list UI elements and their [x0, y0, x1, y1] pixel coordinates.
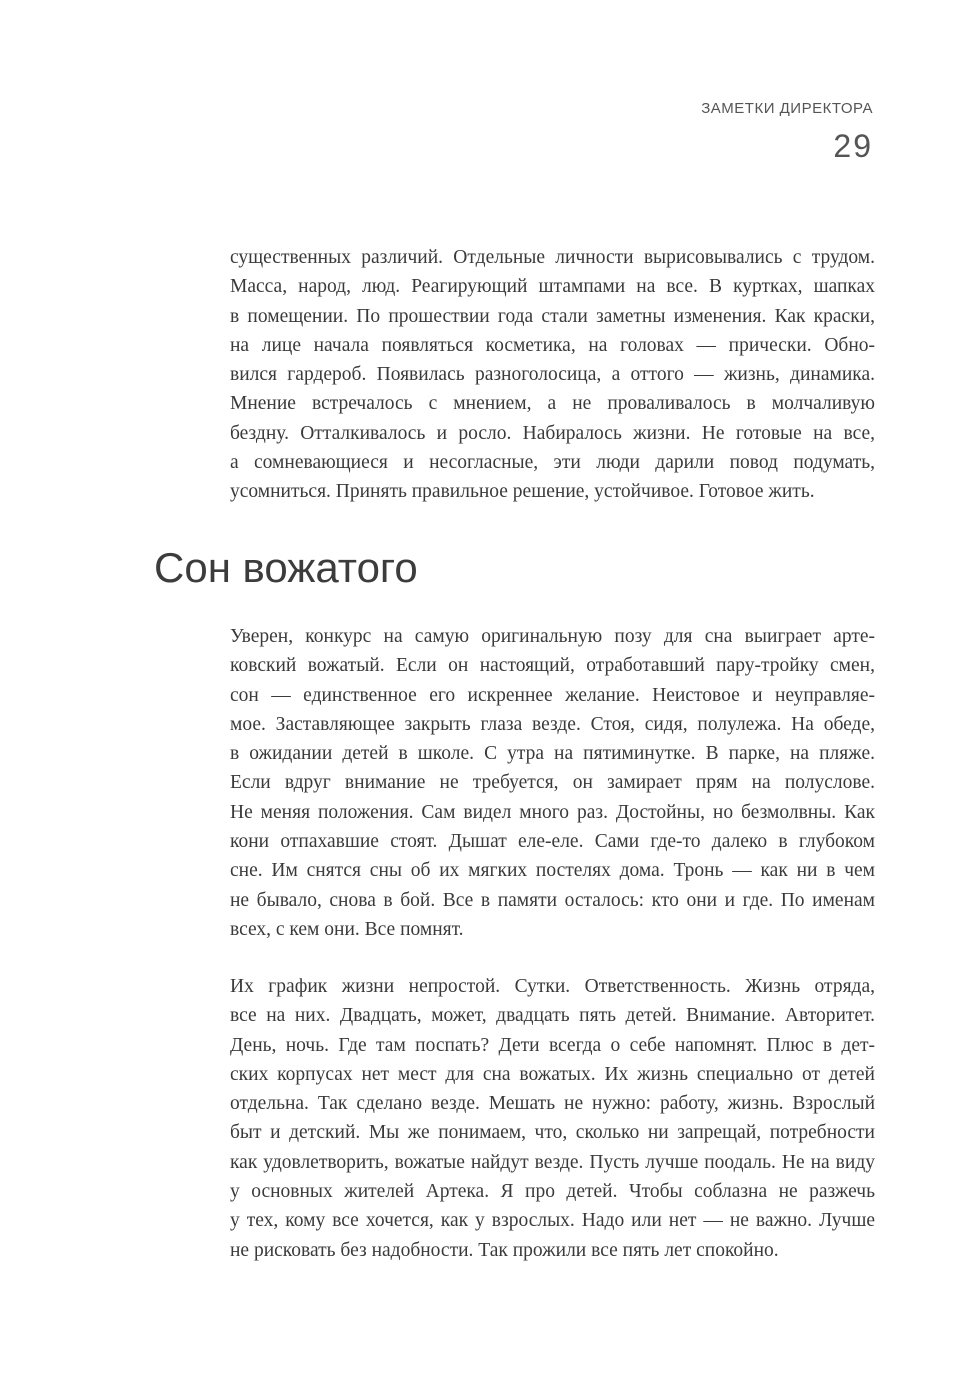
text-line: у тех, кому все хочется, как у взрослых. Надо или нет — не важно. Лучше [230, 1210, 875, 1232]
text-line: Масса, народ, люд. Реагирующий штампами на все. В куртках, шапках [230, 276, 875, 298]
text-line: как удовлетворить, вожатые найдут везде. Пусть лучше поодаль. Не на виду [230, 1151, 875, 1173]
text-line: сне. Им снятся сны об их мягких постелях дома. Тронь — как ни в чем [230, 860, 875, 882]
paragraph-dream-intro [230, 622, 875, 944]
text-line: бездну. Отталкивалось и росло. Набиралось жизни. Не готовые на все, [230, 422, 875, 444]
text-line: ковский вожатый. Если он настоящий, отработавший пару-тройку смен, [230, 655, 875, 677]
text-line: Мнение встречалось с мнением, а не проваливалось в молчаливую [230, 393, 875, 415]
text-line: Не меняя положения. Сам видел много раз. Достойны, но безмолвны. Как [230, 801, 875, 823]
text-line: мое. Заставляющее закрыть глаза везде. Стоя, сидя, полулежа. На обеде, [230, 713, 875, 735]
text-line: отдельна. Так сделано везде. Мешать не нужно: работу, жизнь. Взрослый [230, 1093, 875, 1115]
text-line: усомниться. Принять правильное решение, устойчивое. Готовое жить. [230, 481, 815, 503]
text-line: существенных различий. Отдельные личности вырисовывались с трудом. [230, 247, 875, 268]
text-line: быт и детский. Мы же понимаем, что, сколько ни запрещай, потребности [230, 1122, 875, 1144]
text-line: все на них. Двадцать, может, двадцать пять детей. Внимание. Авторитет. [230, 1005, 875, 1027]
paragraph-schedule [230, 972, 875, 1265]
text-line: а сомневающиеся и несогласные, эти люди дарили повод подумать, [230, 452, 875, 474]
text-line: Если вдруг внимание не требуется, он замирает прям на полуслове. [230, 772, 875, 794]
text-line: всех, с кем они. Все помнят. [230, 918, 464, 940]
running-head: ЗАМЕТКИ ДИРЕКТОРА [701, 100, 873, 117]
text-line: в ожидании детей в школе. С утра на пятиминутке. В парке, на пляже. [230, 743, 875, 765]
text-line: в помещении. По прошествии года стали заметны изменения. Как краски, [230, 305, 875, 327]
text-line: у основных жителей Артека. Я про детей. Чтобы соблазна не разжечь [230, 1181, 875, 1203]
text-line: Уверен, конкурс на самую оригинальную позу для сна выиграет арте- [230, 626, 875, 647]
text-line: вился гардероб. Появилась разноголосица, а оттого — жизнь, динамика. [230, 364, 875, 386]
text-line: сон — единственное его искреннее желание. Неистовое и неуправляе- [230, 684, 875, 706]
text-line: Их график жизни непростой. Сутки. Ответственность. Жизнь отряда, [230, 976, 875, 997]
text-line: не рисковать без надобности. Так прожили все пять лет спокойно. [230, 1239, 779, 1261]
text-line: ских корпусах нет мест для сна вожатых. Их жизнь специально от детей [230, 1063, 875, 1085]
text-line: День, ночь. Где там поспать? Дети всегда о себе напомнят. Плюс в дет- [230, 1034, 875, 1056]
section-title: Сон вожатого [154, 544, 418, 591]
text-line: не бывало, снова в бой. Все в памяти осталось: кто они и где. По именам [230, 889, 875, 911]
paragraph-continuation [230, 243, 875, 507]
text-line: на лице начала появляться косметика, на головах — прически. Обно- [230, 334, 875, 356]
page-number: 29 [833, 128, 873, 164]
text-line: кони отпахавшие стоят. Дышат еле-еле. Сами где-то далеко в глубоком [230, 831, 875, 853]
